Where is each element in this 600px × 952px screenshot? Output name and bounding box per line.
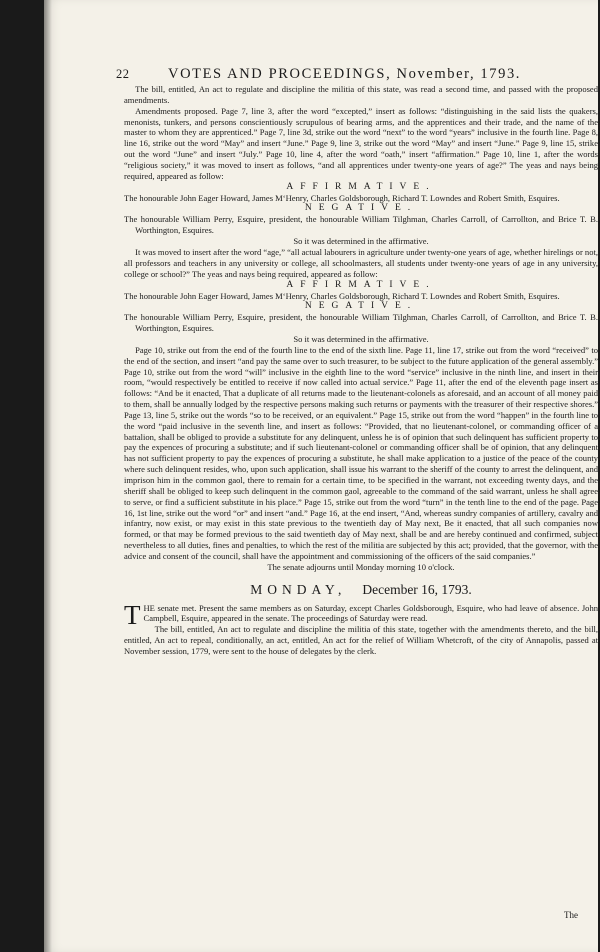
centered-note: So it was determined in the affirmative. — [293, 334, 429, 345]
paragraph: Amendments proposed. Page 7, line 3, after the word “excepted,” insert as follows: “distinguishing in the said lists the quakers, menonists, tunkers, and persons conscientiously scrupulous of bearing arms, and the apprentices and their trade, and the name of the master to whom they are apprenticed.” Page 7, line 3d, strike out the word “next” to the word “years” inclusive in the fourth line. Page 8, line 16, strike out the word “May” and insert “June.” Page 9, line 3, strike out the word “May” and insert “June.” Page 9, line 15, strike out the word “June” and insert “July.” Page 10, line 4, after the word “oath,” insert “affirmation.” Page 10, line 1, after the words “religious society,” it was moved to insert as follows, “and all apprentices under twenty-one years of age?” The yeas and nays being required, appeared as follow: — [124, 105, 598, 181]
running-title: VOTES AND PROCEEDINGS, November, 1793. — [168, 66, 522, 82]
catchword: The — [564, 910, 578, 920]
drop-cap: T — [124, 599, 141, 630]
paragraph: The bill, entitled, An act to regulate and discipline the militia of this state, was read a second time, and passed with the proposed amendments. — [124, 84, 598, 105]
bills-sent-paragraph: The bill, entitled, An act to regulate and discipline the militia of this state, together with the amendments thereto, and the bill, entitled, An act to repeal, conditionally, an act, entitled, An act for the relief of William Whetcroft, of the city of Annapolis, passed at November session, 1779, were sent to the house of delegates by the clerk. — [124, 624, 598, 656]
vote-heading: AFFIRMATIVE. — [286, 181, 436, 192]
member-list: The honourable William Perry, Esquire, president, the honourable William Tilghman, Charles Carroll, of Carrollton, and Brice T. B. Worthington, Esquires. — [124, 312, 598, 334]
day-heading — [124, 582, 598, 598]
vote-heading: AFFIRMATIVE. — [286, 279, 436, 290]
document-page — [44, 0, 598, 952]
day-date: December 16, 1793. — [362, 581, 472, 597]
vote-heading: NEGATIVE. — [304, 301, 418, 312]
paragraph: It was moved to insert after the word “age,” “all actual labourers in agriculture under twenty-one years of age, whether hirelings or not, all professors and teachers in any university or college, all schoolmasters, all students under twenty-one years of age in any university, college or school?” The yeas and nays being required, appeared as follow: — [124, 246, 598, 279]
member-list: The honourable John Eager Howard, James M‘Henry, Charles Goldsborough, Richard T. Lowndes and Robert Smith, Esquires. — [124, 290, 560, 301]
document-body — [124, 84, 598, 657]
paragraph: Page 10, strike out from the end of the fourth line to the end of the sixth line. Page 11, line 17, strike out from the word “received” to the end of the section, and insert “and pay the same over to such treasurer, to be subject to the future application of the general assembly.” Page 10, strike out from the word “will” inclusive in the eighth line to the word “service” inclusive in the ninth line, and insert in their room, “would respectively be entitled to receive if now called into actual service.” Page 11, after the end of the eleventh page insert as follows: “And be it enacted, That a duplicate of all returns made to the lieutenant-colonels as aforesaid, and an account of all money paid to them, shall be annually lodged by the respective persons making such returns or payments with the treasurer of their respective shores.” Page 13, line 5, strike out the words “so to be received, or an equivalent.” Page 15, strike out from the word “happen” in the fourth line to the word “paid inclusive in the seventh line, and insert as follows: “Provided, that no lieutenant-colonel, or commanding officer of a battalion, shall be obliged to provide a substitute for any delinquent, unless he is of opinion that such delinquent has sufficient property to pay the expences of procuring a substitute; and if such lieutenant-colonel or commanding officer shall be of opinion, that any delinquent has not sufficient property to pay the expences of procuring a substitute, he shall make application to a justice of the peace of the county where such delinquent resides, who, upon such application, shall issue his warrant to the sheriff of the county to arrest the delinquent, and imprison him in the common gaol, there to remain for a certain time, to be specified in the warrant, not exceeding twenty days, and the sheriff shall be obliged to keep such delinquent in the common gaol, agreeable to the command of the said warrant, unless he shall agree to serve, or find a sufficient substitute in his place.” Page 15, strike out from the word “turn” in the tenth line to the end of the page. Page 16, 1st line, strike out the word “or” and insert “and.” Page 16, at the end insert, “And, whereas sundry companies of artillery, cavalry and infantry, now exist, or may exist in this state previous to the twentieth day of May next, Be it enacted, that all such companies now formed, or that may be formed previous to the said twentieth day of May next, shall be and are hereby continued and confirmed, subject nevertheless to all duties, fines and penalties, to which the rest of the militia are subjected by this act; provided, that the governor, with the advice and consent of the council, shall have the appointment and commissioning of the officers of the said companies.” — [124, 344, 598, 561]
page-number: 22 — [116, 67, 130, 81]
session-opening-text: HE senate met. Present the same members as on Saturday, except Charles Goldsborough, Esquire, who had leave of absence. John Campbell, Esquire, appeared in the senate. The proceedings of Saturday were read. — [143, 602, 598, 624]
vote-heading: NEGATIVE. — [304, 203, 418, 214]
member-list: The honourable William Perry, Esquire, president, the honourable William Tilghman, Charles Carroll, of Carrollton, and Brice T. B. Worthington, Esquires. — [124, 214, 598, 236]
proceedings-text — [124, 84, 598, 573]
member-list: The honourable John Eager Howard, James M‘Henry, Charles Goldsborough, Richard T. Lowndes and Robert Smith, Esquires. — [124, 192, 560, 203]
centered-note: So it was determined in the affirmative. — [293, 236, 429, 247]
page-gutter-shadow — [44, 0, 52, 952]
running-header — [116, 66, 600, 83]
centered-note: The senate adjourns until Monday morning 10 o'clock. — [267, 561, 455, 572]
day-name: MONDAY, — [250, 581, 347, 597]
session-opening-paragraph — [124, 599, 598, 630]
